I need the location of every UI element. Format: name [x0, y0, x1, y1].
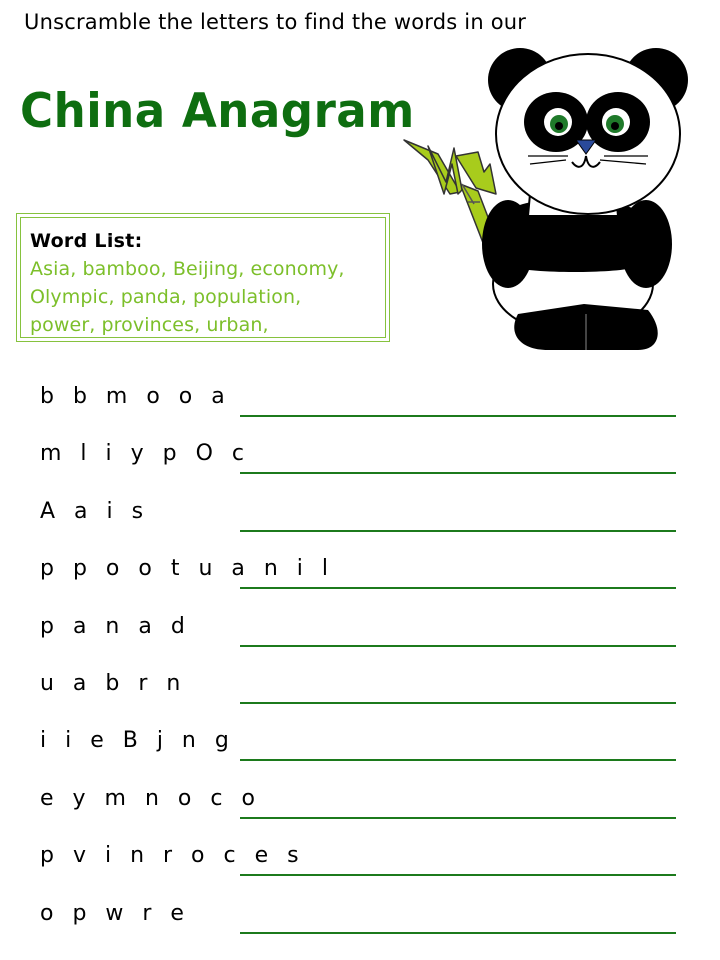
- scrambled-word: A a i s: [40, 498, 150, 524]
- answer-blank-line[interactable]: [240, 932, 676, 934]
- scrambled-word: m l i y p O c: [40, 441, 251, 467]
- puzzle-row: [0, 610, 720, 667]
- page-title: China Anagram: [20, 84, 415, 139]
- scrambled-word: o p w r e: [40, 900, 190, 926]
- answer-blank-line[interactable]: [240, 702, 676, 704]
- answer-blank-line[interactable]: [240, 530, 676, 532]
- answer-blank-line[interactable]: [240, 645, 676, 647]
- scrambled-word: p a n a d: [40, 613, 191, 639]
- instructions-text: Unscramble the letters to find the words in our: [24, 10, 527, 34]
- word-list-line: power, provinces, urban,: [30, 314, 269, 336]
- panda-body: [482, 194, 672, 350]
- scrambled-word: p p o o t u a n i l: [40, 556, 335, 582]
- answer-blank-line[interactable]: [240, 874, 676, 876]
- word-list-line: Olympic, panda, population,: [30, 286, 302, 308]
- word-list-box: [16, 213, 390, 342]
- scrambled-word: p v i n r o c e s: [40, 843, 305, 869]
- word-list-heading: Word List:: [30, 230, 143, 252]
- answer-blank-line[interactable]: [240, 587, 676, 589]
- scrambled-word: u a b r n: [40, 670, 187, 696]
- puzzle-row: [0, 495, 720, 552]
- puzzle-row: [0, 839, 720, 896]
- word-list-inner: [20, 217, 386, 338]
- puzzle-list: [0, 380, 720, 954]
- puzzle-row: [0, 782, 720, 839]
- scrambled-word: e y m n o c o: [40, 785, 261, 811]
- panda-head: [488, 48, 688, 214]
- scrambled-word: i i e B j n g: [40, 728, 235, 754]
- word-list-line: Asia, bamboo, Beijing, economy,: [30, 258, 345, 280]
- answer-blank-line[interactable]: [240, 415, 676, 417]
- answer-blank-line[interactable]: [240, 472, 676, 474]
- scrambled-word: b b m o o a: [40, 384, 231, 409]
- puzzle-row: [0, 667, 720, 724]
- puzzle-row: [0, 552, 720, 609]
- puzzle-row: [0, 437, 720, 494]
- panda-with-bamboo-illustration: [398, 44, 704, 358]
- puzzle-row: [0, 380, 720, 437]
- answer-blank-line[interactable]: [240, 759, 676, 761]
- answer-blank-line[interactable]: [240, 817, 676, 819]
- puzzle-row: [0, 724, 720, 781]
- puzzle-row: [0, 897, 720, 954]
